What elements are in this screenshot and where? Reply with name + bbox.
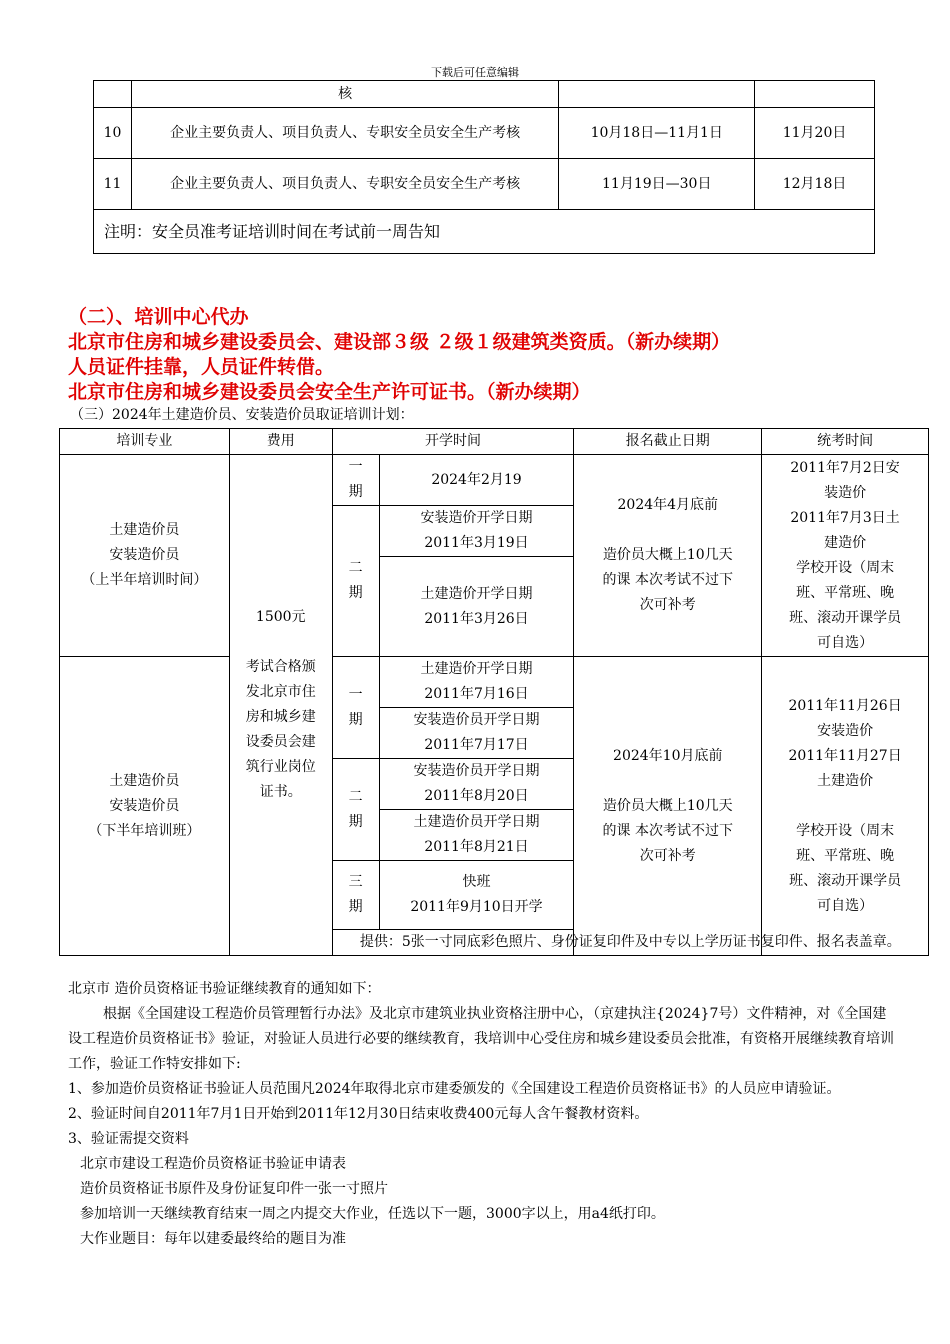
period-label: 一 期 xyxy=(332,455,379,506)
table-header-row xyxy=(60,429,929,455)
major-second-half: 土建造价员 安装造价员 （下半年培训班） xyxy=(60,657,230,956)
exam-second-half: 2011年11月26日 安装造价 2011年11月27日 土建造价 学校开设（周末 班、平常班、晚 班、滚动开课学员 可自选） xyxy=(762,657,929,956)
service-line-certificate: 人员证件挂靠，人员证件转借。 xyxy=(68,356,335,378)
table-row xyxy=(94,159,875,210)
row-exam-date: 12月18日 xyxy=(755,159,875,210)
row-number: 11 xyxy=(94,159,132,210)
row-period xyxy=(559,81,755,108)
period-label: 一 期 xyxy=(332,657,379,759)
row-subject: 企业主要负责人、项目负责人、专职安全员安全生产考核 xyxy=(131,159,558,210)
plan-title: （三）2024年土建造价员、安装造价员取证培训计划： xyxy=(70,407,414,423)
row-period: 10月18日—11月1日 xyxy=(559,108,755,159)
table-row xyxy=(94,210,875,254)
header-major: 培训专业 xyxy=(60,429,230,455)
fee-cell: 1500元 考试合格颁 发北京市住 房和城乡建 设委员会建 筑行业岗位 证书。 xyxy=(229,455,332,956)
table-note: 注明：安全员准考证培训时间在考试前一周告知 xyxy=(94,210,875,254)
service-line-safety-permit: 北京市住房和城乡建设委员会安全生产许可证书。（新办续期） xyxy=(68,381,591,403)
deadline-second-half: 2024年10月底前 造价员大概上10几天 的课 本次考试不过下 次可补考 xyxy=(574,657,762,956)
row-exam-date: 11月20日 xyxy=(755,108,875,159)
table-footer: 提供：5张一寸同底彩色照片、身份证复印件及中专以上学历证书复印件、报名表盖章。 xyxy=(332,930,928,956)
service-heading: （二）、培训中心代办 xyxy=(68,306,249,328)
service-line-qualification: 北京市住房和城乡建设委员会、建设部３级 ２级１级建筑类资质。（新办续期） xyxy=(68,331,731,353)
period-label: 二 期 xyxy=(332,506,379,657)
header-deadline: 报名截止日期 xyxy=(574,429,762,455)
notice-sub-4: 大作业题目：每年以建委最终给的题目为准 xyxy=(80,1231,346,1247)
page-header: 下载后可任意编辑 xyxy=(431,66,519,79)
exam-first-half: 2011年7月2日安 装造价 2011年7月3日土 建造价 学校开设（周末 班、平常班、晚 班、滚动开课学员 可自选） xyxy=(762,455,929,657)
start-date: 安装造价员开学日期 2011年8月20日 xyxy=(379,759,574,810)
start-date: 土建造价开学日期 2011年3月26日 xyxy=(379,557,574,657)
header-start: 开学时间 xyxy=(332,429,574,455)
notice-title: 北京市 造价员资格证书验证继续教育的通知如下： xyxy=(68,981,381,997)
row-exam-date xyxy=(755,81,875,108)
start-date: 快班 2011年9月10日开学 xyxy=(379,861,574,930)
start-date: 2024年2月19 xyxy=(379,455,574,506)
header-fee: 费用 xyxy=(229,429,332,455)
exam-schedule-table xyxy=(93,80,875,254)
notice-item-3: 3、验证需提交资料 xyxy=(68,1131,189,1147)
start-date: 安装造价员开学日期 2011年7月17日 xyxy=(379,708,574,759)
major-first-half: 土建造价员 安装造价员 （上半年培训时间） xyxy=(60,455,230,657)
header-exam: 统考时间 xyxy=(762,429,929,455)
row-period: 11月19日—30日 xyxy=(559,159,755,210)
deadline-first-half: 2024年4月底前 造价员大概上10几天 的课 本次考试不过下 次可补考 xyxy=(574,455,762,657)
row-subject: 企业主要负责人、项目负责人、专职安全员安全生产考核 xyxy=(131,108,558,159)
start-date: 土建造价开学日期 2011年7月16日 xyxy=(379,657,574,708)
period-label: 二 期 xyxy=(332,759,379,861)
table-row xyxy=(94,108,875,159)
notice-item-2: 2、验证时间自2011年7月1日开始到2011年12月30日结束收费400元每人含午餐教材资料。 xyxy=(68,1106,649,1122)
period-label: 三 期 xyxy=(332,861,379,930)
notice-sub-1: 北京市建设工程造价员资格证书验证申请表 xyxy=(80,1156,346,1172)
notice-paragraph: 根据《全国建设工程造价员管理暂行办法》及北京市建筑业执业资格注册中心，（京建执注{2024}7号）文件精神，对《全国建设工程造价员资格证书》验证，对验证人员进行必要的继续教育，我培训中心受住房和城乡建设委员会批准，有资格开展继续教育培训工作，验证工作特安排如下: xyxy=(68,1006,894,1072)
start-date: 土建造价员开学日期 2011年8月21日 xyxy=(379,810,574,861)
notice-item-1: 1、参加造价员资格证书验证人员范围凡2024年取得北京市建委颁发的《全国建设工程造价员资格证书》的人员应申请验证。 xyxy=(68,1081,841,1097)
notice-sub-3: 参加培训一天继续教育结束一周之内提交大作业，任选以下一题，3000字以上，用a4纸打印。 xyxy=(80,1206,665,1222)
row-number xyxy=(94,81,132,108)
notice-sub-2: 造价员资格证书原件及身份证复印件一张一寸照片 xyxy=(80,1181,388,1197)
start-date: 安装造价开学日期 2011年3月19日 xyxy=(379,506,574,557)
notice-body xyxy=(68,977,898,1252)
row-number: 10 xyxy=(94,108,132,159)
row-subject: 核 xyxy=(131,81,558,108)
training-plan-table xyxy=(59,428,929,956)
table-row xyxy=(94,81,875,108)
